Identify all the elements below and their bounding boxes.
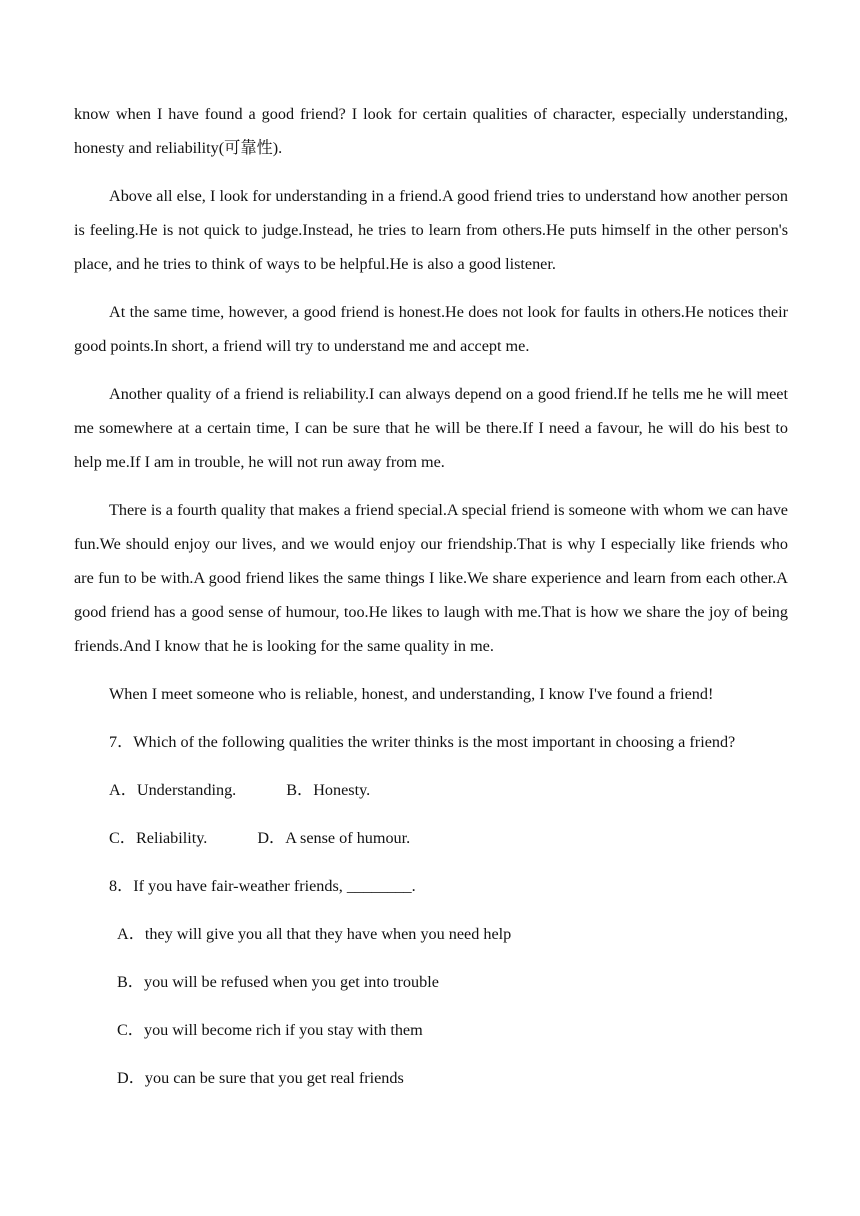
passage-paragraph-2: Above all else, I look for understanding in a friend.A good friend tries to understand how another person is feeling.He is not quick to judge.Instead, he tries to learn from others.He puts himself in the other person's place, and he tries to think of ways to be helpful.He is also a good listener.: [74, 187, 788, 273]
passage-paragraph-1: know when I have found a good friend? I look for certain qualities of character, especially understanding, honesty and reliability(可靠性).: [74, 105, 788, 157]
question-8-stem: 8．If you have fair-weather friends, ________.: [109, 877, 416, 895]
document-page: [74, 97, 788, 1109]
question-8-option-a[interactable]: A．they will give you all that they have when you need help: [117, 925, 512, 943]
passage-paragraph-5: There is a fourth quality that makes a friend special.A special friend is someone with whom we can have fun.We should enjoy our lives, and we would enjoy our friendship.That is why I especially like friends who are fun to be with.A good friend likes the same things I like.We share experience and learn from each other.A good friend has a good sense of humour, too.He likes to laugh with me.That is how we share the joy of being friends.And I know that he is looking for the same quality in me.: [74, 501, 788, 655]
question-8-option-d[interactable]: D．you can be sure that you get real friends: [117, 1069, 404, 1087]
question-7-option-a[interactable]: A．Understanding.: [109, 781, 237, 799]
question-7-stem: 7．Which of the following qualities the writer thinks is the most important in choosing a friend?: [109, 733, 736, 751]
question-8-option-c[interactable]: C．you will become rich if you stay with them: [117, 1021, 423, 1039]
question-7-options-row-2: [109, 821, 788, 855]
question-7-options-row-1: [109, 773, 788, 807]
question-8-option-b[interactable]: B．you will be refused when you get into trouble: [117, 973, 439, 991]
passage-paragraph-3: At the same time, however, a good friend is honest.He does not look for faults in others.He notices their good points.In short, a friend will try to understand me and accept me.: [74, 303, 788, 355]
passage-paragraph-6: When I meet someone who is reliable, honest, and understanding, I know I've found a friend!: [109, 685, 714, 703]
passage-paragraph-4: Another quality of a friend is reliability.I can always depend on a good friend.If he tells me he will meet me somewhere at a certain time, I can be sure that he will be there.If I need a favour, he will do his best to help me.If I am in trouble, he will not run away from me.: [74, 385, 788, 471]
question-7-option-d[interactable]: D．A sense of humour.: [257, 829, 411, 847]
question-7-option-c[interactable]: C．Reliability.: [109, 829, 208, 847]
question-7-option-b[interactable]: B．Honesty.: [286, 781, 371, 799]
